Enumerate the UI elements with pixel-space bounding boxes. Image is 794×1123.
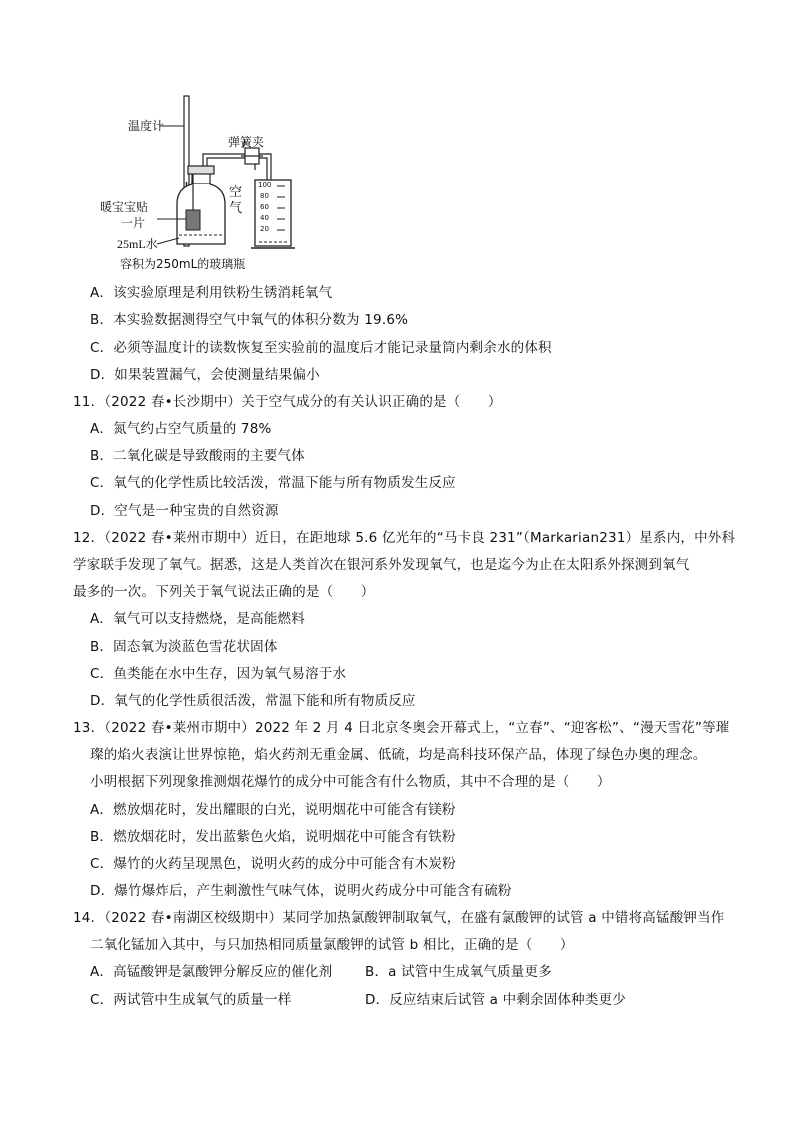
q12-option-a: A．氧气可以支持燃烧，是高能燃料	[90, 611, 305, 627]
scale-40: 40	[260, 214, 269, 222]
apparatus-figure	[95, 92, 355, 277]
bottle-label: 容积为250mL的玻璃瓶	[120, 257, 246, 271]
scale-100: 100	[258, 181, 272, 189]
water-label: 25mL水	[117, 237, 158, 251]
scale-80: 80	[260, 192, 269, 200]
q12-stem-line-2: 学家联手发现了氧气。据悉，这是人类首次在银河系外发现氧气，也是迄今为止在太阳系外探测到氧气	[73, 557, 690, 573]
q14-stem-line-2: 二氧化锰加入其中，与只加热相同质量氯酸钾的试管 b 相比，正确的是（ ）	[90, 937, 574, 953]
q14-option-c: C．两试管中生成氧气的质量一样	[90, 992, 292, 1008]
heatpack-label-1: 暖宝宝贴	[100, 200, 149, 214]
clamp-label: 弹簧夹	[228, 135, 265, 149]
heatpack-label-2: 一片	[121, 216, 146, 230]
q12-stem-line-1: 12．（2022 春•莱州市期中）近日，在距地球 5.6 亿光年的“马卡良 231”（Markarian231）星系内，中外科	[73, 530, 736, 546]
q13-stem-line-1: 13．（2022 春•莱州市期中）2022 年 2 月 4 日北京冬奥会开幕式上，“立春”、“迎客松”、“漫天雪花”等璀	[73, 720, 730, 736]
q11-option-d: D．空气是一种宝贵的自然资源	[90, 503, 279, 519]
air-label-2: 气	[229, 201, 243, 216]
q12-option-c: C．鱼类能在水中生存，因为氧气易溶于水	[90, 666, 347, 682]
q14-option-d: D．反应结束后试管 a 中剩余固体种类更少	[365, 992, 626, 1008]
q13-option-d: D．爆竹爆炸后，产生刺激性气味气体，说明火药成分中可能含有硫粉	[90, 883, 512, 899]
q13-option-b: B．燃放烟花时，发出蓝紫色火焰，说明烟花中可能含有铁粉	[90, 829, 456, 845]
q11-option-c: C．氧气的化学性质比较活泼，常温下能与所有物质发生反应	[90, 475, 456, 491]
q11-stem: 11．（2022 春•长沙期中）关于空气成分的有关认识正确的是（ ）	[73, 394, 502, 410]
q13-option-a: A．燃放烟花时，发出耀眼的白光，说明烟花中可能含有镁粉	[90, 802, 456, 818]
q13-stem-line-3: 小明根据下列现象推测烟花爆竹的成分中可能含有什么物质，其中不合理的是（ ）	[90, 774, 611, 790]
q12-stem-line-3: 最多的一次。下列关于氧气说法正确的是（ ）	[73, 584, 375, 600]
thermometer-label: 温度计	[128, 119, 165, 133]
scale-20: 20	[260, 225, 269, 233]
q10-option-a: A．该实验原理是利用铁粉生锈消耗氧气	[90, 285, 333, 301]
q11-option-b: B．二氧化碳是导致酸雨的主要气体	[90, 448, 305, 464]
q13-stem-line-2: 璨的焰火表演让世界惊艳，焰火药剂无重金属、低硫，均是高科技环保产品，体现了绿色办奥的理念。	[90, 747, 707, 763]
q12-option-d: D．氧气的化学性质很活泼，常温下能和所有物质反应	[90, 693, 416, 709]
air-label-1: 空	[229, 185, 243, 200]
q10-option-d: D．如果装置漏气，会使测量结果偏小	[90, 367, 320, 383]
q12-option-b: B．固态氧为淡蓝色雪花状固体	[90, 639, 278, 655]
q14-stem-line-1: 14．（2022 春•南湖区校级期中）某同学加热氯酸钾制取氧气，在盛有氯酸钾的试管 a 中错将高锰酸钾当作	[73, 910, 725, 926]
q14-option-b: B．a 试管中生成氧气质量更多	[365, 964, 552, 980]
q10-option-b: B．本实验数据测得空气中氧气的体积分数为 19.6%	[90, 312, 409, 328]
scale-60: 60	[260, 203, 269, 211]
q13-option-c: C．爆竹的火药呈现黑色，说明火药的成分中可能含有木炭粉	[90, 856, 456, 872]
q14-option-a: A．高锰酸钾是氯酸钾分解反应的催化剂	[90, 964, 333, 980]
q10-option-c: C．必须等温度计的读数恢复至实验前的温度后才能记录量筒内剩余水的体积	[90, 340, 552, 356]
q11-option-a: A．氮气约占空气质量的 78%	[90, 421, 272, 437]
